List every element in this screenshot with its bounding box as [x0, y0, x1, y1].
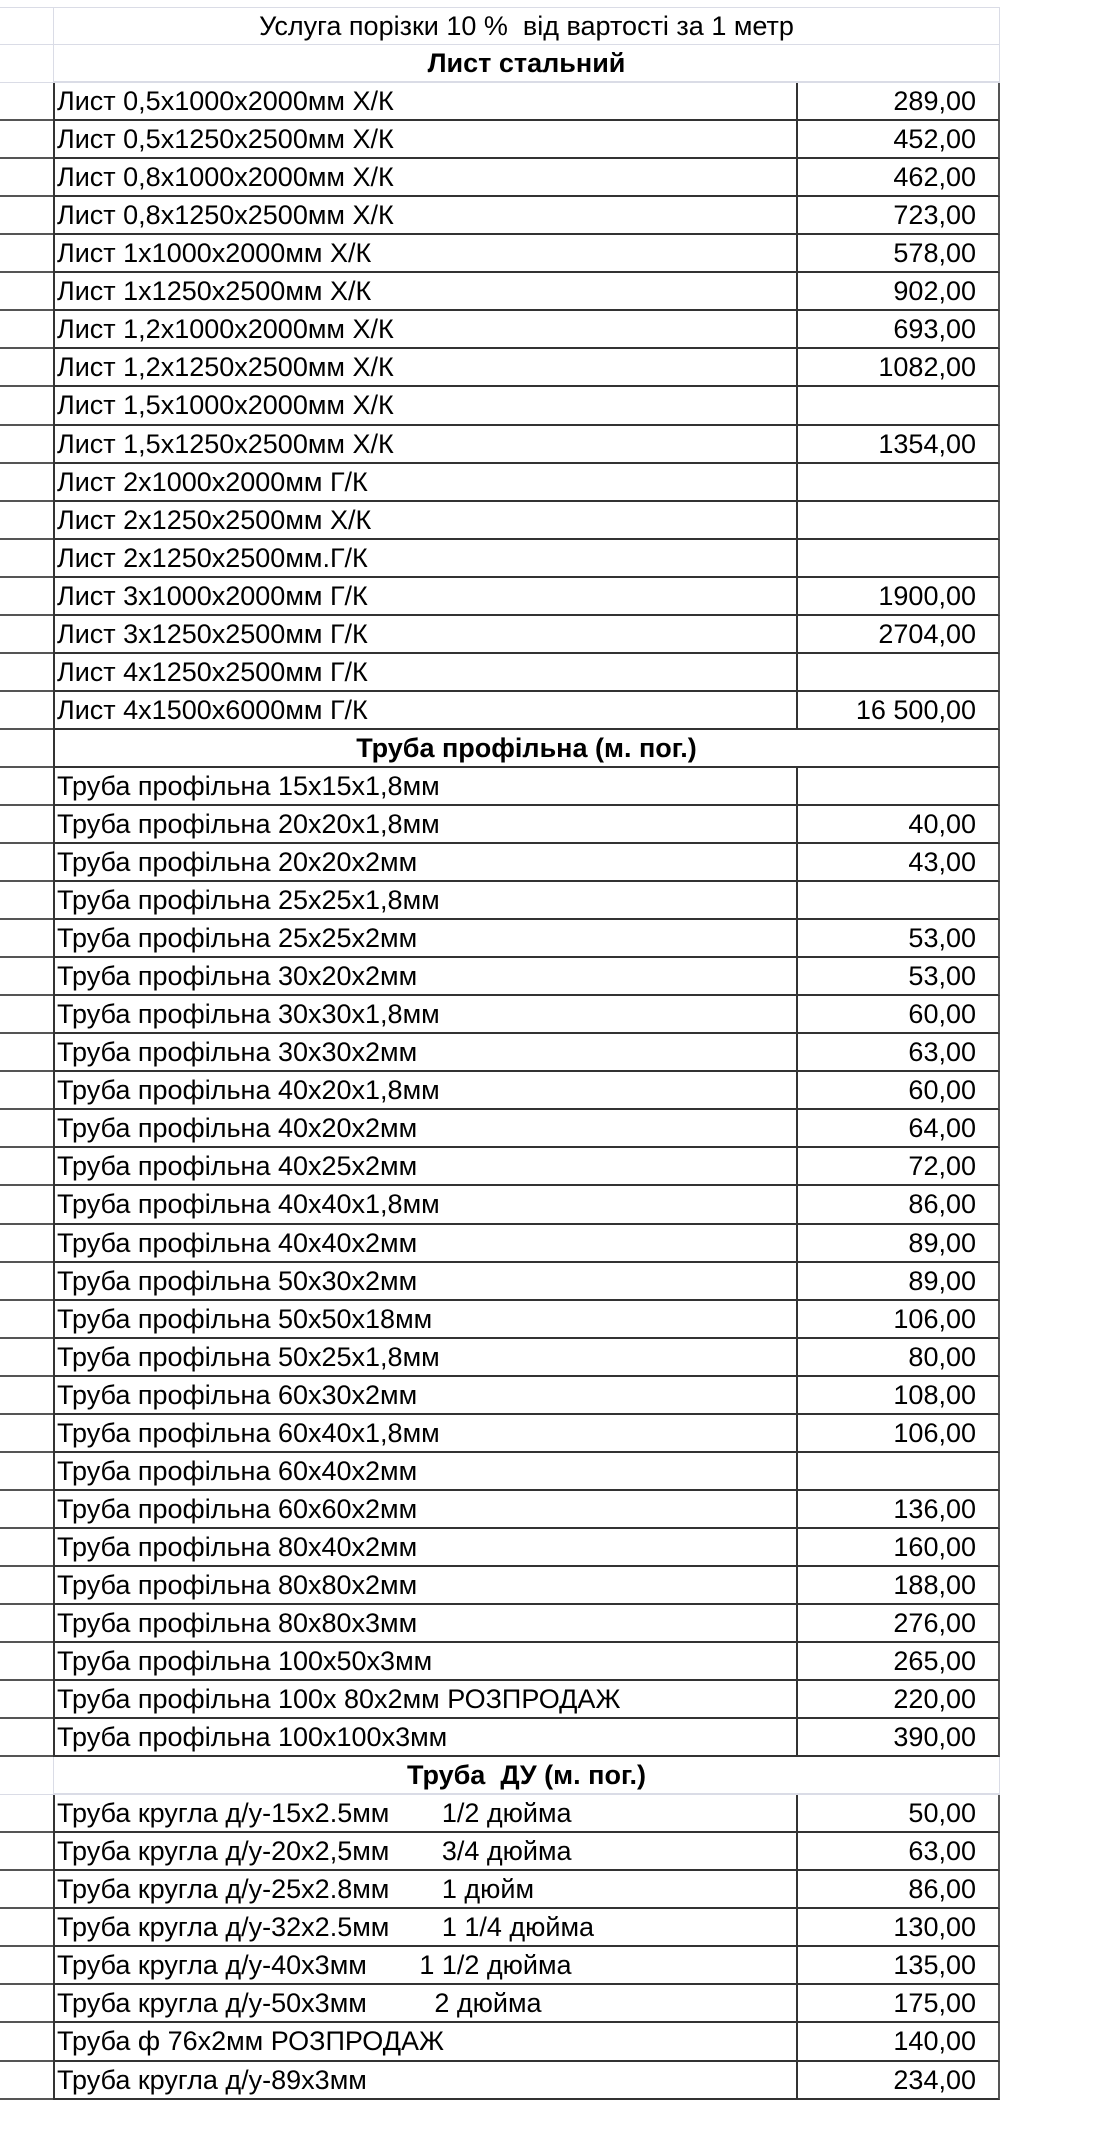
- item-name-cell[interactable]: Труба профільна 40х25х2мм: [53, 1148, 796, 1186]
- table-row: [0, 197, 1000, 235]
- row-gutter: [0, 692, 53, 730]
- item-price-cell[interactable]: 289,00: [796, 83, 1000, 121]
- item-name-cell[interactable]: Труба профільна 30х20х2мм: [53, 958, 796, 996]
- row-gutter: [0, 121, 53, 159]
- table-row: [0, 844, 1000, 882]
- item-name-cell[interactable]: Лист 1х1250х2500мм Х/К: [53, 273, 796, 311]
- item-name-cell[interactable]: Лист 0,5х1250х2500мм Х/К: [53, 121, 796, 159]
- item-name-cell[interactable]: Труба кругла д/у-50х3мм 2 дюйма: [53, 1985, 796, 2023]
- row-gutter: [0, 1225, 53, 1263]
- table-row: [0, 1301, 1000, 1339]
- item-price-cell[interactable]: 16 500,00: [796, 692, 1000, 730]
- table-row: [0, 1871, 1000, 1909]
- row-gutter: [0, 45, 53, 83]
- section-header-row: [0, 1757, 1000, 1795]
- item-name-cell[interactable]: Труба профільна 30х30х1,8мм: [53, 996, 796, 1034]
- item-price-cell[interactable]: [796, 768, 1000, 806]
- item-name-cell[interactable]: Труба профільна 50х50х18мм: [53, 1301, 796, 1339]
- section-header[interactable]: Труба ДУ (м. пог.): [53, 1757, 1000, 1795]
- row-gutter: [0, 1567, 53, 1605]
- item-price-cell[interactable]: 220,00: [796, 1681, 1000, 1719]
- item-price-cell[interactable]: [796, 1453, 1000, 1491]
- row-gutter: [0, 540, 53, 578]
- row-gutter: [0, 1339, 53, 1377]
- item-name-cell[interactable]: Труба профільна 40х40х2мм: [53, 1225, 796, 1263]
- item-name-cell[interactable]: Лист 1,5х1250х2500мм Х/К: [53, 426, 796, 464]
- item-price-cell[interactable]: 63,00: [796, 1833, 1000, 1871]
- item-name-cell[interactable]: Лист 2х1000х2000мм Г/К: [53, 464, 796, 502]
- row-gutter: [0, 1186, 53, 1224]
- item-price-cell[interactable]: 160,00: [796, 1529, 1000, 1567]
- item-name-cell[interactable]: Труба профільна 80х80х3мм: [53, 1605, 796, 1643]
- table-row: [0, 349, 1000, 387]
- item-name-cell[interactable]: Труба профільна 20х20х1,8мм: [53, 806, 796, 844]
- item-price-cell[interactable]: 72,00: [796, 1148, 1000, 1186]
- table-row: [0, 121, 1000, 159]
- table-row: [0, 1072, 1000, 1110]
- row-gutter: [0, 1719, 53, 1757]
- item-name-cell[interactable]: Труба профільна 80х80х2мм: [53, 1567, 796, 1605]
- item-name-cell[interactable]: Труба кругла д/у-25х2.8мм 1 дюйм: [53, 1871, 796, 1909]
- table-row: [0, 1833, 1000, 1871]
- row-gutter: [0, 1301, 53, 1339]
- item-name-cell[interactable]: Труба профільна 40х40х1,8мм: [53, 1186, 796, 1224]
- row-gutter: [0, 882, 53, 920]
- row-gutter: [0, 1909, 53, 1947]
- item-price-cell[interactable]: [796, 654, 1000, 692]
- item-name-cell[interactable]: Труба профільна 100х50х3мм: [53, 1643, 796, 1681]
- item-price-cell[interactable]: 1900,00: [796, 578, 1000, 616]
- item-price-cell[interactable]: 40,00: [796, 806, 1000, 844]
- row-gutter: [0, 1453, 53, 1491]
- item-price-cell[interactable]: 64,00: [796, 1110, 1000, 1148]
- table-row: [0, 464, 1000, 502]
- item-name-cell[interactable]: Труба профільна 100х100х3мм: [53, 1719, 796, 1757]
- item-name-cell[interactable]: Труба профільна 40х20х1,8мм: [53, 1072, 796, 1110]
- row-gutter: [0, 1491, 53, 1529]
- item-price-cell[interactable]: 89,00: [796, 1263, 1000, 1301]
- table-row: [0, 578, 1000, 616]
- row-gutter: [0, 502, 53, 540]
- item-price-cell[interactable]: 2704,00: [796, 616, 1000, 654]
- table-row: [0, 1339, 1000, 1377]
- item-price-cell[interactable]: 693,00: [796, 311, 1000, 349]
- row-gutter: [0, 1985, 53, 2023]
- row-gutter: [0, 768, 53, 806]
- row-gutter: [0, 1681, 53, 1719]
- section-header-row: [0, 730, 1000, 768]
- table-row: [0, 2023, 1000, 2061]
- item-name-cell[interactable]: Труба профільна 25х25х2мм: [53, 920, 796, 958]
- row-gutter: [0, 996, 53, 1034]
- item-name-cell[interactable]: Лист 4х1250х2500мм Г/К: [53, 654, 796, 692]
- table-row: [0, 502, 1000, 540]
- table-row: [0, 1529, 1000, 1567]
- section-header[interactable]: Лист стальний: [53, 45, 1000, 83]
- item-price-cell[interactable]: 1354,00: [796, 426, 1000, 464]
- item-name-cell[interactable]: Труба профільна 25х25х1,8мм: [53, 882, 796, 920]
- item-name-cell[interactable]: Труба ф 76х2мм РОЗПРОДАЖ: [53, 2023, 796, 2061]
- row-gutter: [0, 1605, 53, 1643]
- table-row: [0, 768, 1000, 806]
- row-gutter: [0, 1072, 53, 1110]
- item-name-cell[interactable]: Лист 4х1500х6000мм Г/К: [53, 692, 796, 730]
- table-row: [0, 426, 1000, 464]
- item-name-cell[interactable]: Лист 0,5х1000х2000мм Х/К: [53, 83, 796, 121]
- item-price-cell[interactable]: 86,00: [796, 1871, 1000, 1909]
- row-gutter: [0, 1871, 53, 1909]
- table-row: [0, 273, 1000, 311]
- item-name-cell[interactable]: Труба профільна 60х40х1,8мм: [53, 1415, 796, 1453]
- item-price-cell[interactable]: 276,00: [796, 1605, 1000, 1643]
- item-price-cell[interactable]: 140,00: [796, 2023, 1000, 2061]
- item-name-cell[interactable]: Труба кругла д/у-20х2,5мм 3/4 дюйма: [53, 1833, 796, 1871]
- row-gutter: [0, 1947, 53, 1985]
- item-price-cell[interactable]: 452,00: [796, 121, 1000, 159]
- table-row: [0, 235, 1000, 273]
- row-gutter: [0, 806, 53, 844]
- table-row: [0, 1567, 1000, 1605]
- item-price-cell[interactable]: [796, 540, 1000, 578]
- row-gutter: [0, 1263, 53, 1301]
- row-gutter: [0, 1110, 53, 1148]
- item-name-cell[interactable]: Труба кругла д/у-40х3мм 1 1/2 дюйма: [53, 1947, 796, 1985]
- item-price-cell[interactable]: [796, 464, 1000, 502]
- item-price-cell[interactable]: 53,00: [796, 958, 1000, 996]
- table-row: [0, 692, 1000, 730]
- table-row: [0, 2062, 1000, 2100]
- item-price-cell[interactable]: [796, 387, 1000, 425]
- item-name-cell[interactable]: Труба профільна 20х20х2мм: [53, 844, 796, 882]
- table-row: [0, 540, 1000, 578]
- table-row: [0, 387, 1000, 425]
- item-name-cell[interactable]: Труба профільна 100х 80х2мм РОЗПРОДАЖ: [53, 1681, 796, 1719]
- item-name-cell[interactable]: Труба профільна 40х20х2мм: [53, 1110, 796, 1148]
- table-row: [0, 1795, 1000, 1833]
- table-row: [0, 1681, 1000, 1719]
- table-row: [0, 1263, 1000, 1301]
- row-gutter: [0, 349, 53, 387]
- row-gutter: [0, 273, 53, 311]
- item-name-cell[interactable]: Труба профільна 50х25х1,8мм: [53, 1339, 796, 1377]
- row-gutter: [0, 920, 53, 958]
- item-name-cell[interactable]: Лист 1х1000х2000мм Х/К: [53, 235, 796, 273]
- row-gutter: [0, 1529, 53, 1567]
- row-gutter: [0, 1377, 53, 1415]
- item-name-cell[interactable]: Лист 0,8х1250х2500мм Х/К: [53, 197, 796, 235]
- item-price-cell[interactable]: 902,00: [796, 273, 1000, 311]
- table-row: [0, 1225, 1000, 1263]
- table-row: [0, 996, 1000, 1034]
- item-price-cell[interactable]: 175,00: [796, 1985, 1000, 2023]
- table-row: [0, 1415, 1000, 1453]
- price-sheet: [0, 7, 1000, 2100]
- table-row: [0, 806, 1000, 844]
- item-price-cell[interactable]: [796, 502, 1000, 540]
- table-row: [0, 616, 1000, 654]
- row-gutter: [0, 1795, 53, 1833]
- row-gutter: [0, 1148, 53, 1186]
- item-name-cell[interactable]: Труба профільна 30х30х2мм: [53, 1034, 796, 1072]
- row-gutter: [0, 958, 53, 996]
- row-gutter: [0, 83, 53, 121]
- row-gutter: [0, 654, 53, 692]
- item-price-cell[interactable]: 86,00: [796, 1186, 1000, 1224]
- item-price-cell[interactable]: 53,00: [796, 920, 1000, 958]
- table-row: [0, 83, 1000, 121]
- item-price-cell[interactable]: 43,00: [796, 844, 1000, 882]
- table-row: [0, 1453, 1000, 1491]
- table-row: [0, 311, 1000, 349]
- item-name-cell[interactable]: Лист 3х1000х2000мм Г/К: [53, 578, 796, 616]
- row-gutter: [0, 844, 53, 882]
- table-row: [0, 1186, 1000, 1224]
- table-row: [0, 1110, 1000, 1148]
- table-row: [0, 1719, 1000, 1757]
- row-gutter: [0, 197, 53, 235]
- row-gutter: [0, 2062, 53, 2100]
- row-gutter: [0, 2023, 53, 2061]
- table-row: [0, 159, 1000, 197]
- row-gutter: [0, 7, 53, 45]
- item-name-cell[interactable]: Труба профільна 60х30х2мм: [53, 1377, 796, 1415]
- item-name-cell[interactable]: Труба профільна 80х40х2мм: [53, 1529, 796, 1567]
- item-price-cell[interactable]: 188,00: [796, 1567, 1000, 1605]
- table-row: [0, 1605, 1000, 1643]
- table-row: [0, 1643, 1000, 1681]
- table-row: [0, 1034, 1000, 1072]
- item-price-cell[interactable]: 130,00: [796, 1909, 1000, 1947]
- item-price-cell[interactable]: 60,00: [796, 996, 1000, 1034]
- section-header-row: [0, 45, 1000, 83]
- row-gutter: [0, 311, 53, 349]
- row-gutter: [0, 1415, 53, 1453]
- section-header[interactable]: Труба профільна (м. пог.): [53, 730, 1000, 768]
- item-price-cell[interactable]: 106,00: [796, 1301, 1000, 1339]
- row-gutter: [0, 730, 53, 768]
- item-price-cell[interactable]: 135,00: [796, 1947, 1000, 1985]
- item-name-cell[interactable]: Труба профільна 60х60х2мм: [53, 1491, 796, 1529]
- item-price-cell[interactable]: 50,00: [796, 1795, 1000, 1833]
- title-row: [0, 7, 1000, 45]
- item-name-cell[interactable]: Труба профільна 50х30х2мм: [53, 1263, 796, 1301]
- row-gutter: [0, 1757, 53, 1795]
- row-gutter: [0, 1643, 53, 1681]
- item-price-cell[interactable]: 136,00: [796, 1491, 1000, 1529]
- item-price-cell[interactable]: 462,00: [796, 159, 1000, 197]
- item-price-cell[interactable]: 578,00: [796, 235, 1000, 273]
- table-row: [0, 882, 1000, 920]
- row-gutter: [0, 464, 53, 502]
- item-name-cell[interactable]: Лист 2х1250х2500мм Х/К: [53, 502, 796, 540]
- table-row: [0, 1909, 1000, 1947]
- item-price-cell[interactable]: 106,00: [796, 1415, 1000, 1453]
- item-price-cell[interactable]: 60,00: [796, 1072, 1000, 1110]
- row-gutter: [0, 387, 53, 425]
- row-gutter: [0, 426, 53, 464]
- item-price-cell[interactable]: 108,00: [796, 1377, 1000, 1415]
- item-name-cell[interactable]: Труба профільна 60х40х2мм: [53, 1453, 796, 1491]
- item-price-cell[interactable]: 390,00: [796, 1719, 1000, 1757]
- item-name-cell[interactable]: Лист 3х1250х2500мм Г/К: [53, 616, 796, 654]
- item-name-cell[interactable]: Лист 0,8х1000х2000мм Х/К: [53, 159, 796, 197]
- table-row: [0, 654, 1000, 692]
- table-row: [0, 1985, 1000, 2023]
- item-name-cell[interactable]: Труба профільна 15х15х1,8мм: [53, 768, 796, 806]
- table-row: [0, 920, 1000, 958]
- item-name-cell[interactable]: Труба кругла д/у-15х2.5мм 1/2 дюйма: [53, 1795, 796, 1833]
- item-price-cell[interactable]: [796, 882, 1000, 920]
- item-name-cell[interactable]: Труба кругла д/у-89х3мм: [53, 2062, 796, 2100]
- item-price-cell[interactable]: 89,00: [796, 1225, 1000, 1263]
- item-price-cell[interactable]: 723,00: [796, 197, 1000, 235]
- table-row: [0, 1491, 1000, 1529]
- table-row: [0, 1377, 1000, 1415]
- table-row: [0, 1148, 1000, 1186]
- table-row: [0, 958, 1000, 996]
- item-price-cell[interactable]: 63,00: [796, 1034, 1000, 1072]
- item-name-cell[interactable]: Лист 1,5х1000х2000мм Х/К: [53, 387, 796, 425]
- row-gutter: [0, 616, 53, 654]
- sheet-title[interactable]: Услуга порізки 10 % від вартості за 1 метр: [53, 7, 1000, 45]
- row-gutter: [0, 235, 53, 273]
- item-price-cell[interactable]: 265,00: [796, 1643, 1000, 1681]
- item-name-cell[interactable]: Лист 2х1250х2500мм.Г/К: [53, 540, 796, 578]
- row-gutter: [0, 159, 53, 197]
- row-gutter: [0, 1833, 53, 1871]
- item-price-cell[interactable]: 234,00: [796, 2062, 1000, 2100]
- row-gutter: [0, 1034, 53, 1072]
- item-name-cell[interactable]: Лист 1,2х1000х2000мм Х/К: [53, 311, 796, 349]
- item-price-cell[interactable]: 1082,00: [796, 349, 1000, 387]
- item-name-cell[interactable]: Лист 1,2х1250х2500мм Х/К: [53, 349, 796, 387]
- row-gutter: [0, 578, 53, 616]
- item-name-cell[interactable]: Труба кругла д/у-32х2.5мм 1 1/4 дюйма: [53, 1909, 796, 1947]
- table-row: [0, 1947, 1000, 1985]
- item-price-cell[interactable]: 80,00: [796, 1339, 1000, 1377]
